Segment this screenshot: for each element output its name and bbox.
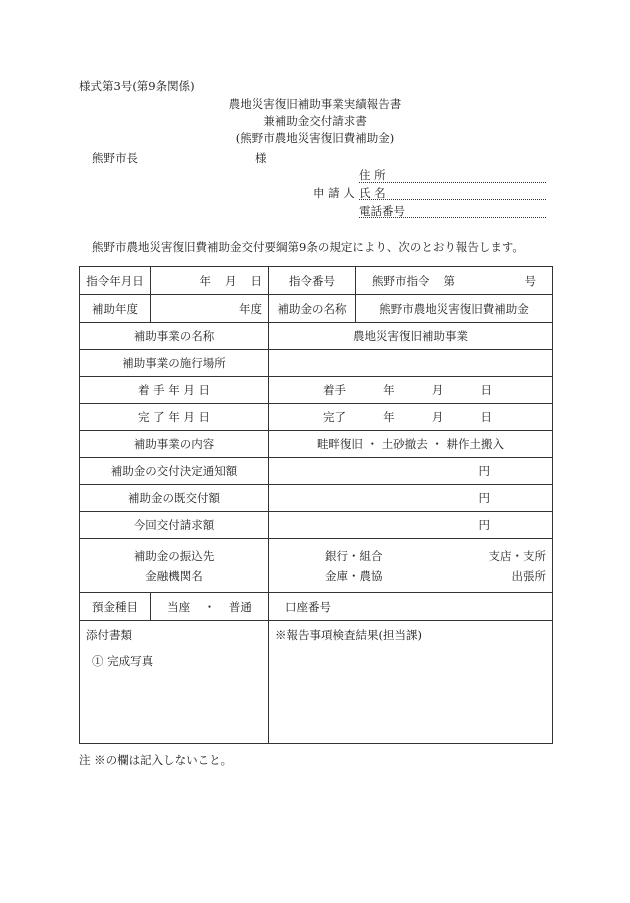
row-subsidy-year	[80, 295, 553, 323]
order-go: 号	[524, 273, 536, 288]
subsidy-year-label: 補助年度	[80, 295, 151, 323]
completion-year: 年	[383, 410, 395, 424]
completion-prefix: 完了	[323, 410, 346, 424]
yen-unit: 円	[478, 491, 490, 505]
completion-day: 日	[480, 410, 492, 424]
report-form-table	[79, 266, 553, 744]
option-separator: ・	[203, 599, 216, 614]
project-name-label: 補助事業の名称	[80, 323, 269, 350]
intro-text: 熊野市農地災害復旧費補助金交付要綱第9条の規定により、次のとおり報告します。	[92, 240, 524, 254]
branch-type-2: 出張所	[511, 568, 546, 583]
bank-field[interactable]	[269, 539, 553, 593]
attachments-title: 添付書類	[86, 628, 132, 642]
applicant-phone-label: 電話番号	[359, 204, 405, 218]
inspection-result-title: ※報告事項検査結果(担当課)	[275, 628, 422, 642]
option-current: 当座	[167, 599, 191, 614]
row-bank	[80, 539, 553, 593]
document-program-name: (熊野市農地災害復旧費補助金)	[235, 131, 395, 145]
row-start-date	[80, 377, 553, 404]
project-content-value: 畦畔復旧 ・ 土砂撤去 ・ 耕作土搬入	[269, 431, 553, 458]
account-number-label: 口座番号	[285, 599, 331, 614]
fiscal-year-unit: 年度	[239, 301, 262, 316]
applicant-name-label: 氏 名	[359, 186, 386, 200]
completion-date-field[interactable]	[269, 404, 553, 431]
decision-amount-field[interactable]	[269, 458, 553, 485]
subsidy-name-value: 熊野市農地災害復旧費補助金	[356, 295, 553, 323]
paid-amount-label: 補助金の既交付額	[80, 485, 269, 512]
row-request-amount	[80, 512, 553, 539]
row-project-name	[80, 323, 553, 350]
order-prefix: 熊野市指令	[372, 273, 430, 288]
account-number-field[interactable]	[269, 593, 553, 621]
row-deposit	[80, 593, 553, 621]
completion-date-label: 完 了 年 月 日	[80, 404, 269, 431]
order-date-field[interactable]	[151, 267, 269, 295]
order-date-label: 指令年月日	[80, 267, 151, 295]
bank-type-2: 金庫・農協	[325, 568, 383, 583]
form-number: 様式第3号(第9条関係)	[79, 79, 195, 93]
subsidy-name-label: 補助金の名称	[269, 295, 356, 323]
addressee-name: 熊野市長	[92, 151, 138, 165]
row-paid-amount	[80, 485, 553, 512]
order-number-label: 指令番号	[269, 267, 356, 295]
decision-amount-label: 補助金の交付決定通知額	[80, 458, 269, 485]
yen-unit: 円	[478, 518, 490, 532]
completion-month: 月	[431, 410, 444, 424]
document-title: 農地災害復旧補助事業実績報告書	[228, 97, 402, 111]
deposit-type-label: 預金種目	[80, 593, 151, 621]
branch-type-1: 支店・支所	[488, 548, 546, 563]
applicant-label: 申 請 人	[313, 186, 355, 200]
phone-line	[359, 217, 546, 218]
attachments-cell	[80, 621, 269, 744]
document-subtitle: 兼補助金交付請求書	[263, 114, 367, 128]
row-decision-amount	[80, 458, 553, 485]
start-year: 年	[383, 383, 395, 397]
inspection-result-cell[interactable]	[269, 621, 553, 744]
footnote: 注 ※の欄は記入しないこと。	[79, 753, 233, 767]
row-attachments	[80, 621, 553, 744]
request-amount-label: 今回交付請求額	[80, 512, 269, 539]
order-dai: 第	[443, 273, 455, 288]
addressee-honorific: 様	[255, 151, 267, 165]
year-label: 年	[199, 273, 211, 288]
attachment-item: ① 完成写真	[92, 654, 154, 668]
deposit-type-options[interactable]	[151, 593, 269, 621]
bank-type-1: 銀行・組合	[325, 548, 383, 563]
row-project-content	[80, 431, 553, 458]
request-amount-field[interactable]	[269, 512, 553, 539]
bank-label	[80, 539, 269, 593]
project-location-field[interactable]	[269, 350, 553, 377]
order-number-field[interactable]	[356, 267, 553, 295]
month-label: 月	[225, 273, 237, 288]
paid-amount-field[interactable]	[269, 485, 553, 512]
subsidy-year-field[interactable]	[151, 295, 269, 323]
project-location-label: 補助事業の施行場所	[80, 350, 269, 377]
row-order-date	[80, 267, 553, 295]
project-content-label: 補助事業の内容	[80, 431, 269, 458]
financial-institution-label: 金融機関名	[145, 568, 203, 583]
start-prefix: 着手	[323, 383, 346, 397]
option-ordinary: 普通	[228, 599, 252, 614]
transfer-destination-label: 補助金の振込先	[133, 548, 215, 563]
start-date-label: 着 手 年 月 日	[80, 377, 269, 404]
start-day: 日	[480, 383, 492, 397]
project-name-value: 農地災害復旧補助事業	[269, 323, 553, 350]
row-project-location	[80, 350, 553, 377]
start-date-field[interactable]	[269, 377, 553, 404]
start-month: 月	[431, 383, 444, 397]
day-label: 日	[250, 273, 262, 288]
address-line	[359, 182, 546, 183]
applicant-address-label: 住 所	[359, 168, 386, 182]
name-line	[359, 199, 546, 200]
row-completion-date	[80, 404, 553, 431]
yen-unit: 円	[478, 464, 490, 478]
